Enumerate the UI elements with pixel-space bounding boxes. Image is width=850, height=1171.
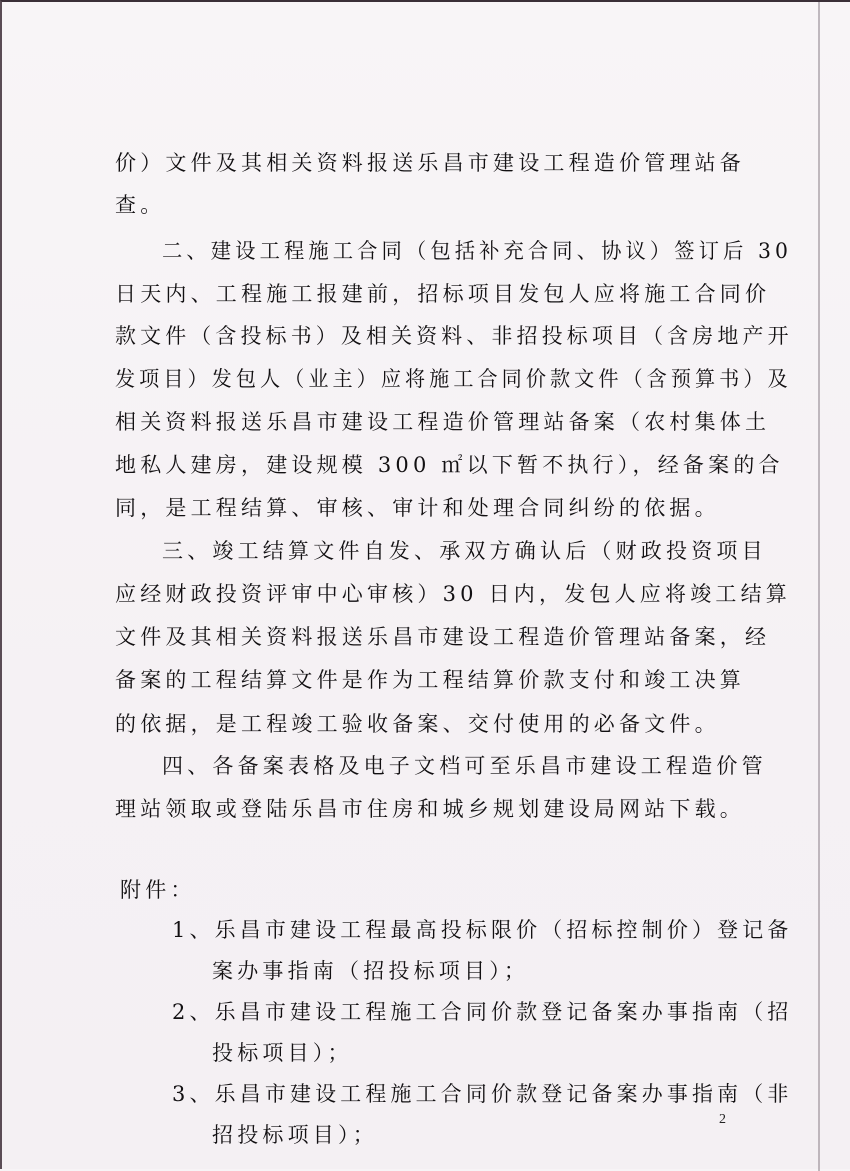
attachment-item: 2、乐昌市建设工程施工合同价款登记备案办事指南（招 [172,1000,793,1024]
text-line: 备案的工程结算文件是作为工程结算价款支付和竣工决算 [115,668,745,692]
scan-edge [818,2,820,1171]
page-number: 2 [719,1112,726,1127]
text-line: 文件及其相关资料报送乐昌市建设工程造价管理站备案，经 [115,625,771,649]
text-line: 款文件（含投标书）及相关资料、非招投标项目（含房地产开 [115,324,793,348]
text-line: 的依据，是工程竣工验收备案、交付使用的必备文件。 [115,712,720,736]
attachments-heading: 附件： [120,878,196,902]
attachment-item: 3、乐昌市建设工程施工合同价款登记备案办事指南（非 [172,1082,793,1106]
text-line: 相关资料报送乐昌市建设工程造价管理站备案（农村集体土 [115,410,771,434]
attachment-item-cont: 案办事指南（招投标项目）； [212,959,530,983]
text-line: 三、竣工结算文件自发、承双方确认后（财政投资项目 [162,539,767,563]
attachment-item-cont: 投标项目）； [212,1041,353,1065]
text-line: 同，是工程结算、审核、审计和处理合同纠纷的依据。 [115,496,720,520]
text-line: 价）文件及其相关资料报送乐昌市建设工程造价管理站备 [115,151,745,175]
text-line: 二、建设工程施工合同（包括补充合同、协议）签订后 30 [162,239,792,263]
text-line: 应经财政投资评审中心审核）30 日内，发包人应将竣工结算 [115,582,791,606]
text-line: 地私人建房，建设规模 300 ㎡以下暂不执行），经备案的合 [115,453,784,477]
text-line: 发项目）发包人（业主）应将施工合同价款文件（含预算书）及 [115,367,792,391]
text-line: 查。 [115,193,166,217]
text-line: 日天内、工程施工报建前，招标项目发包人应将施工合同价 [115,282,771,306]
attachment-item-cont: 招投标项目）； [212,1123,378,1147]
text-line: 四、各备案表格及电子文档可至乐昌市建设工程造价管 [162,754,767,778]
attachment-item: 1、乐昌市建设工程最高投标限价（招标控制价）登记备 [172,918,793,942]
text-line: 理站领取或登陆乐昌市住房和城乡规划建设局网站下载。 [115,797,745,821]
